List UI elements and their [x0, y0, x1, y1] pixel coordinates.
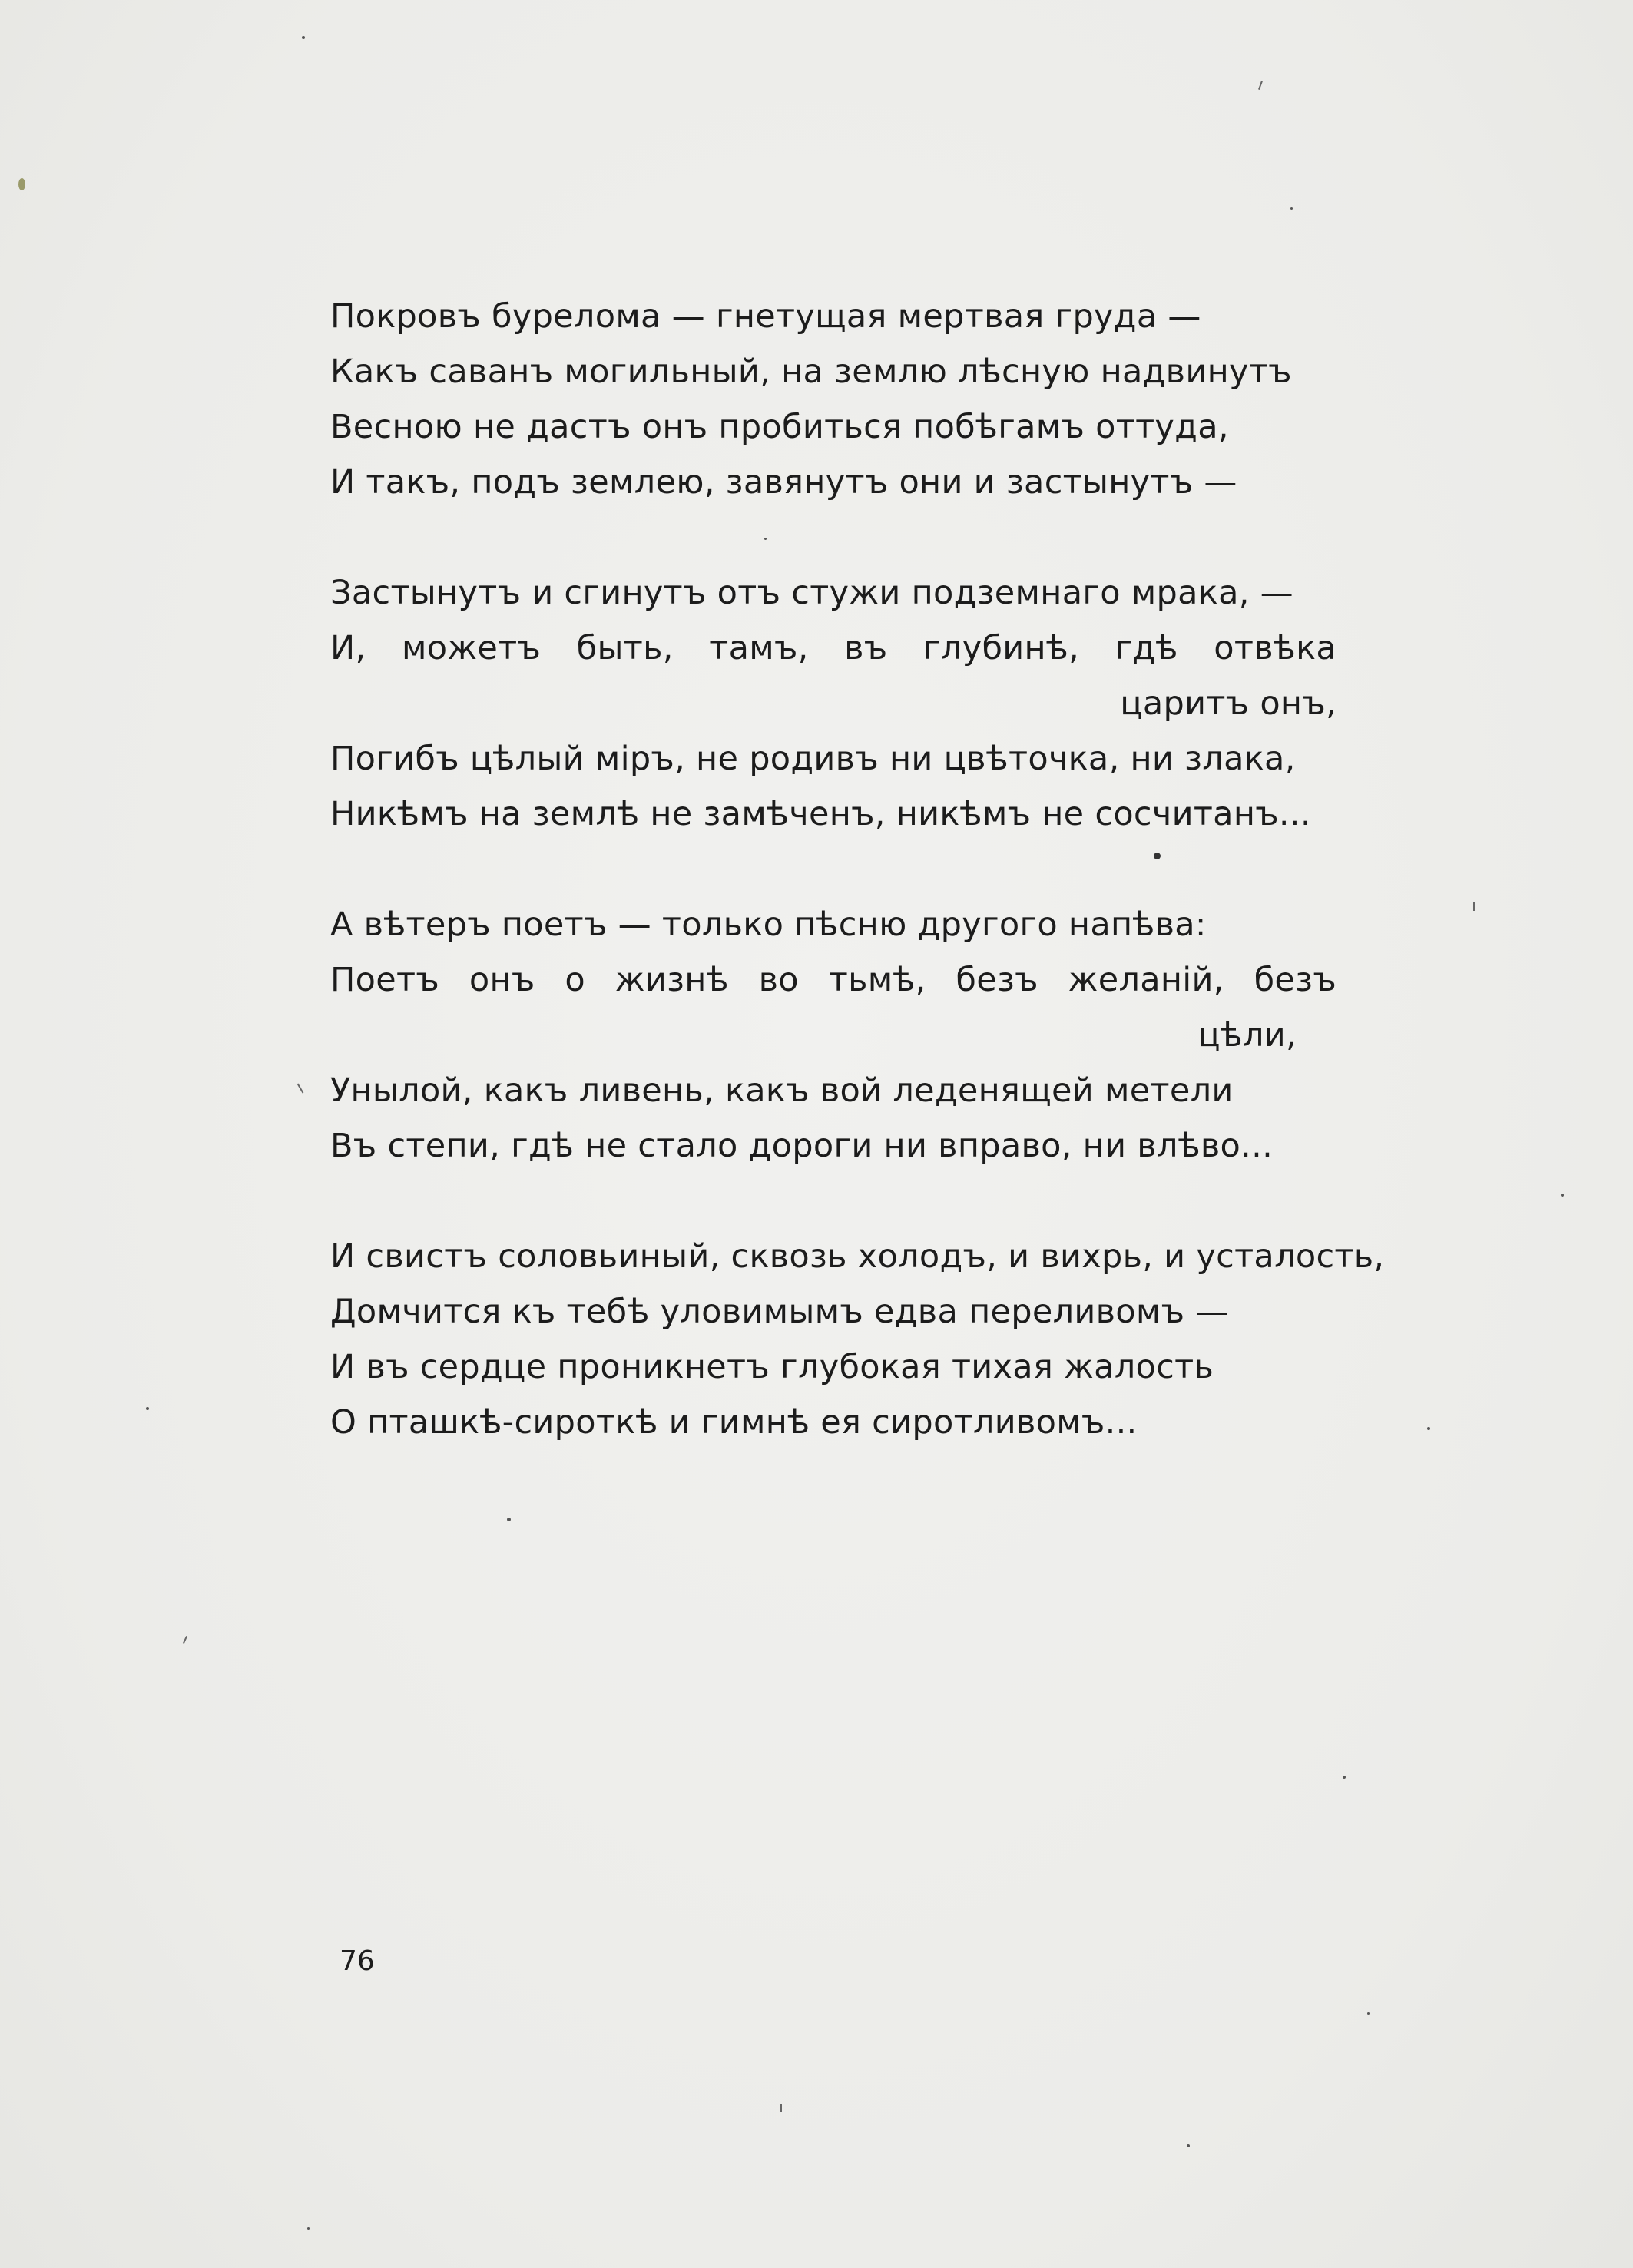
- paper-speck: [764, 538, 767, 540]
- poem-line: Застынутъ и сгинутъ отъ стужи подземнаго мрака, —: [330, 574, 1293, 612]
- paper-mark: [1258, 81, 1263, 90]
- poem-line: Домчится къ тебѣ уловимымъ едва переливомъ —: [330, 1293, 1229, 1331]
- poem-line: Погибъ цѣлый міръ, не родивъ ни цвѣточка, ни злака,: [330, 740, 1296, 778]
- poem-line: Покровъ бурелома — гнетущая мертвая груда —: [330, 297, 1201, 336]
- poem-line: О пташкѣ-сироткѣ и гимнѣ ея сиротливомъ...: [330, 1403, 1138, 1442]
- paper-speck: [146, 1407, 149, 1410]
- poem-line: Поетъ онъ о жизнѣ во тьмѣ, безъ желаній, безъ: [330, 961, 1337, 999]
- paper-speck: [1367, 2012, 1370, 2015]
- poem-line: Весною не дастъ онъ пробиться побѣгамъ оттуда,: [330, 408, 1229, 446]
- paper-mark: [780, 2104, 782, 2112]
- paper-speck: [1561, 1194, 1564, 1197]
- poem: [330, 289, 1385, 1505]
- poem-line: И такъ, подъ землею, завянутъ они и застынутъ —: [330, 463, 1237, 502]
- paper-speck: [1343, 1776, 1346, 1779]
- stanza-4: [330, 1229, 1385, 1450]
- paper-speck: [1154, 853, 1161, 859]
- poem-line: А вѣтеръ поетъ — только пѣсню другого напѣва:: [330, 906, 1207, 944]
- paper-speck: [18, 178, 25, 190]
- paper-speck: [302, 36, 305, 39]
- paper-speck: [1427, 1427, 1430, 1430]
- paper-speck: [307, 2227, 310, 2230]
- poem-line: Унылой, какъ ливень, какъ вой леденящей метели: [330, 1071, 1234, 1110]
- poem-line: Въ степи, гдѣ не стало дороги ни вправо, ни влѣво...: [330, 1127, 1274, 1165]
- paper-speck: [1290, 207, 1293, 210]
- stanza-2: [330, 565, 1344, 842]
- paper-mark: [297, 1083, 304, 1093]
- paper-speck: [507, 1518, 511, 1521]
- poem-line: Никѣмъ на землѣ не замѣченъ, никѣмъ не сосчитанъ...: [330, 795, 1311, 833]
- stanza-1: [330, 289, 1344, 510]
- poem-line: И въ сердце проникнетъ глубокая тихая жалость: [330, 1348, 1214, 1386]
- stanza-3: [330, 897, 1344, 1174]
- paper-speck: [1187, 2144, 1190, 2147]
- paper-mark: [183, 1636, 187, 1644]
- poem-line: И свистъ соловьиный, сквозь холодъ, и вихрь, и усталость,: [330, 1237, 1385, 1276]
- page-number: 76: [340, 1945, 375, 1977]
- poem-line: И, можетъ быть, тамъ, въ глубинѣ, гдѣ отвѣка: [330, 629, 1337, 667]
- poem-line-continuation: цѣли,: [1197, 1016, 1297, 1055]
- poem-line-continuation: царитъ онъ,: [1120, 684, 1337, 723]
- poem-line: Какъ саванъ могильный, на землю лѣсную надвинутъ: [330, 353, 1292, 391]
- paper-mark: [1473, 902, 1475, 911]
